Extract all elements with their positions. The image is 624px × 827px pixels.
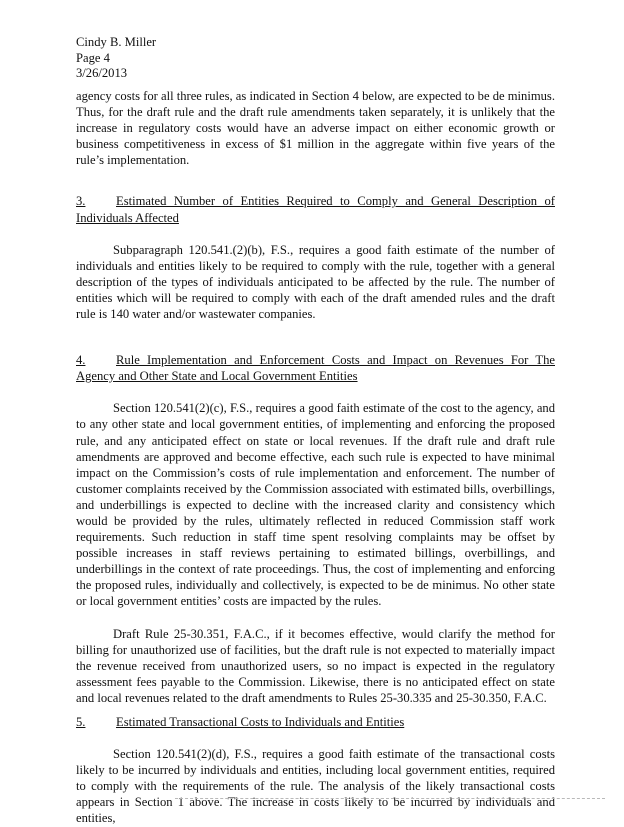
- section-3-paragraph: Subparagraph 120.541.(2)(b), F.S., requires a good faith estimate of the number of individuals and entities likely to be required to comply with the rule, together with a general description of the types of individuals anticipated to be affected by the rule. The number of entities which will be required to comply with each of the draft amended rules and the draft rule is 140 water and/or wastewater companies.: [76, 242, 555, 322]
- section-5-heading: [76, 714, 555, 730]
- section-5-number: 5.: [76, 715, 86, 729]
- recipient-name: Cindy B. Miller: [76, 35, 157, 49]
- section-3-title: Estimated Number of Entities Required to Comply and General Description of Individuals Affected: [76, 194, 555, 225]
- page-number: Page 4: [76, 50, 110, 65]
- intro-paragraph: agency costs for all three rules, as indicated in Section 4 below, are expected to be de minimus. Thus, for the draft rule and the draft rule amendments taken separately, it is unlikely that the increase in regulatory costs would have an adverse impact on either economic growth or business competitiveness in excess of $1 million in the aggregate within five years of the rule’s implementation.: [76, 89, 555, 168]
- section-5-paragraph: Section 120.541(2)(d), F.S., requires a good faith estimate of the transactional costs likely to be incurred by individuals and entities, including local government entities, required to comply with the requirements of the rule. The analysis of the likely transactional costs appears in Section 1 above. The increase in costs likely to be incurred by individuals and entities,: [76, 747, 555, 826]
- section-4-heading: [76, 352, 555, 384]
- section-4-paragraph-1: Section 120.541(2)(c), F.S., requires a good faith estimate of the cost to the agency, and to any other state and local government entities, of implementing and enforcing the proposed rule, and any anticipated effect on state or local revenues. If the draft rule and draft rule amendments are approved and become effective, each such rule is expected to have minimal impact on the Commission’s costs of rule implementation and enforcement. The number of customer complaints received by the Commission associated with estimated bills, overbillings, and underbillings is expected to decline with the increased clarity and consistency which would be provided by the rules, ultimately reflected in reduced Commission staff work requirements. Such reduction in staff time spent resolving complaints may be offset by possible increases in staff reviews pertaining to estimated billings, overbillings, and underbillings in the context of rate proceedings. Thus, the cost of implementing and enforcing the proposed rules, individually and collectively, is expected to be de minimus. No other state or local government entities’ costs are impacted by the rules.: [76, 401, 555, 609]
- section-5-title: Estimated Transactional Costs to Individuals and Entities: [116, 715, 405, 729]
- scan-edge-line: [175, 798, 605, 799]
- section-4-number: 4.: [76, 353, 86, 368]
- document-body: [76, 88, 555, 827]
- section-3-number: 3.: [76, 194, 86, 209]
- letter-header: [76, 35, 156, 82]
- section-4-paragraph-2: Draft Rule 25-30.351, F.A.C., if it becomes effective, would clarify the method for billing for unauthorized use of facilities, but the draft rule is not expected to materially impact the revenue received from unauthorized users, so no impact is expected in the regulatory assessment fees payable to the Commission. Likewise, there is no anticipated effect on state and local revenues related to the draft amendments to Rules 25-30.335 and 25-30.350, F.A.C.: [76, 626, 555, 705]
- section-3-heading: [76, 193, 555, 225]
- letter-date: 3/26/2013: [76, 66, 128, 80]
- section-4-title: Rule Implementation and Enforcement Costs and Impact on Revenues For The Agency and Other State and Local Government Entities: [76, 353, 555, 384]
